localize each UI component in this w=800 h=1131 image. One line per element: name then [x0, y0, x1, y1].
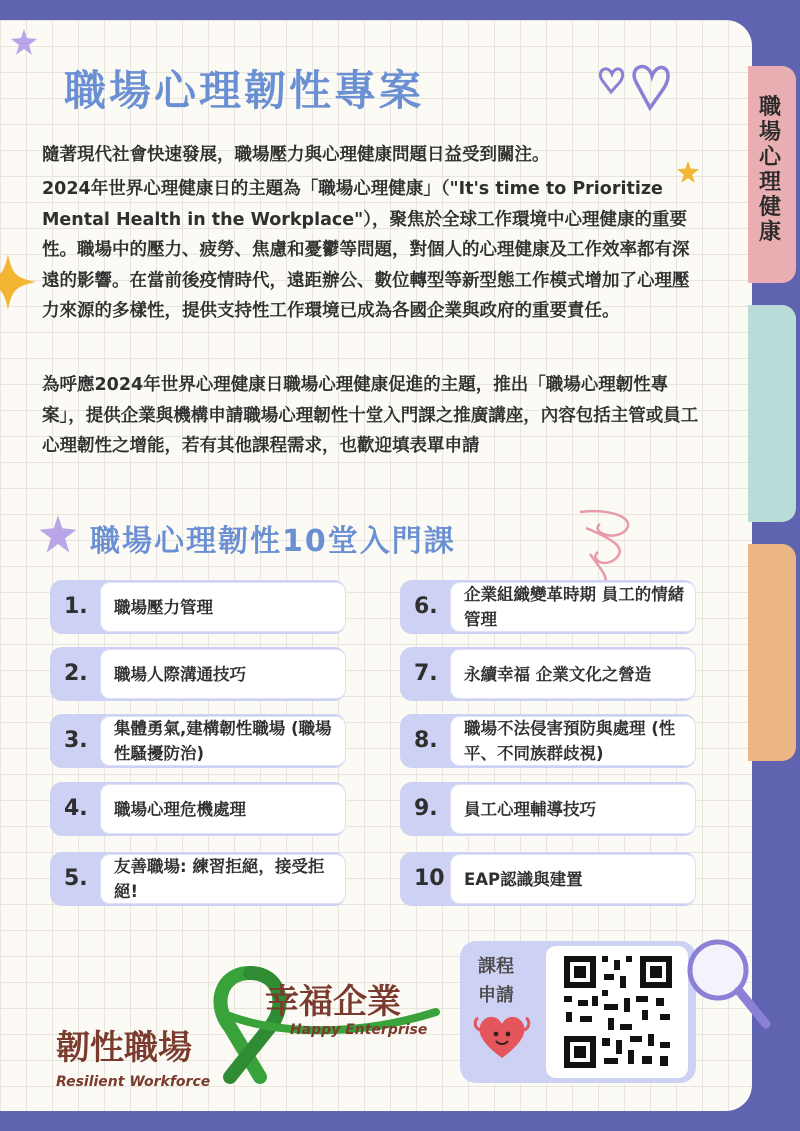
course-item[interactable]	[400, 852, 696, 906]
star-icon	[10, 28, 38, 56]
course-number: 7.	[414, 661, 438, 686]
side-tab-orange[interactable]	[748, 544, 796, 761]
happy-enterprise-logo-text: 幸福企業	[265, 982, 401, 1022]
heart-mascot-icon	[474, 1010, 530, 1062]
course-item[interactable]	[400, 647, 696, 701]
course-item[interactable]	[50, 714, 346, 768]
resilient-workforce-logo-text: 韌性職場	[56, 1028, 192, 1068]
course-item[interactable]	[50, 580, 346, 634]
side-tab-label: 職場心理健康	[758, 95, 781, 245]
course-number: 8.	[414, 728, 438, 753]
course-item[interactable]	[400, 580, 696, 634]
star-icon	[38, 514, 78, 554]
course-number: 3.	[64, 728, 88, 753]
course-label: 永續幸福 企業文化之營造	[464, 664, 652, 684]
course-number: 6.	[414, 594, 438, 619]
course-label: 職場壓力管理	[114, 597, 213, 617]
qr-code[interactable]	[546, 946, 688, 1078]
course-item[interactable]	[400, 714, 696, 768]
project-paragraph: 為呼應2024年世界心理健康日職場心理健康促進的主題，推出「職場心理韌性專案」，提供企業與機構申請職場心理韌性十堂入門課之推廣講座，內容包括主管或員工心理韌性之增能，若有其他課程需求，也歡迎填表單申請	[42, 375, 699, 456]
course-number: 1.	[64, 594, 88, 619]
course-item[interactable]	[50, 647, 346, 701]
course-label: 員工心理輔導技巧	[464, 799, 596, 819]
course-number: 4.	[64, 796, 88, 821]
happy-enterprise-logo-subtext: Happy Enterprise	[290, 1022, 428, 1038]
course-item[interactable]	[400, 782, 696, 836]
heart-icon	[590, 60, 672, 116]
course-label: EAP認識與建置	[464, 869, 583, 889]
course-label: 友善職場: 練習拒絕，接受拒絕!	[114, 857, 325, 901]
side-tab-teal[interactable]	[748, 305, 796, 522]
apply-label: 課程申請	[478, 956, 514, 1006]
resilient-workforce-logo-subtext: Resilient Workforce	[56, 1074, 211, 1090]
courses-heading: 職場心理韌性10堂入門課	[90, 524, 456, 559]
course-number: 10	[414, 866, 445, 891]
swirl-icon	[570, 508, 640, 588]
course-number: 5.	[64, 866, 88, 891]
sparkle-icon	[0, 252, 38, 312]
course-label: 職場不法侵害預防與處理 (性平、不同族群歧視)	[464, 719, 676, 763]
course-label: 集體勇氣,建構韌性職場 (職場性騷擾防治)	[114, 719, 332, 763]
qr-code-icon	[546, 946, 688, 1078]
magnifier-icon	[682, 934, 774, 1032]
theme-paragraph: 2024年世界心理健康日的主題為「職場心理健康」（"It's time to Prioritize Mental Health in the Workplace"），聚焦於全球工作環境中心理健康的重要性。職場中的壓力、疲勞、焦慮和憂鬱等問題，對個人的心理健康及工作效率都有深遠的影響。在當前後疫情時代，遠距辦公、數位轉型等新型態工作模式增加了心理壓力來源的多樣性，提供支持性工作環境已成為各國企業與政府的重要責任。	[42, 179, 690, 321]
page-title: 職場心理韌性專案	[64, 66, 425, 115]
course-label: 職場心理危機處理	[114, 799, 246, 819]
course-number: 2.	[64, 661, 88, 686]
course-item[interactable]	[50, 852, 346, 906]
course-label: 企業組織變革時期 員工的情緒管理	[464, 585, 685, 629]
course-label: 職場人際溝通技巧	[114, 664, 246, 684]
course-item[interactable]	[50, 782, 346, 836]
course-number: 9.	[414, 796, 438, 821]
intro-paragraph: 隨著現代社會快速發展，職場壓力與心理健康問題日益受到關注。	[42, 145, 550, 165]
